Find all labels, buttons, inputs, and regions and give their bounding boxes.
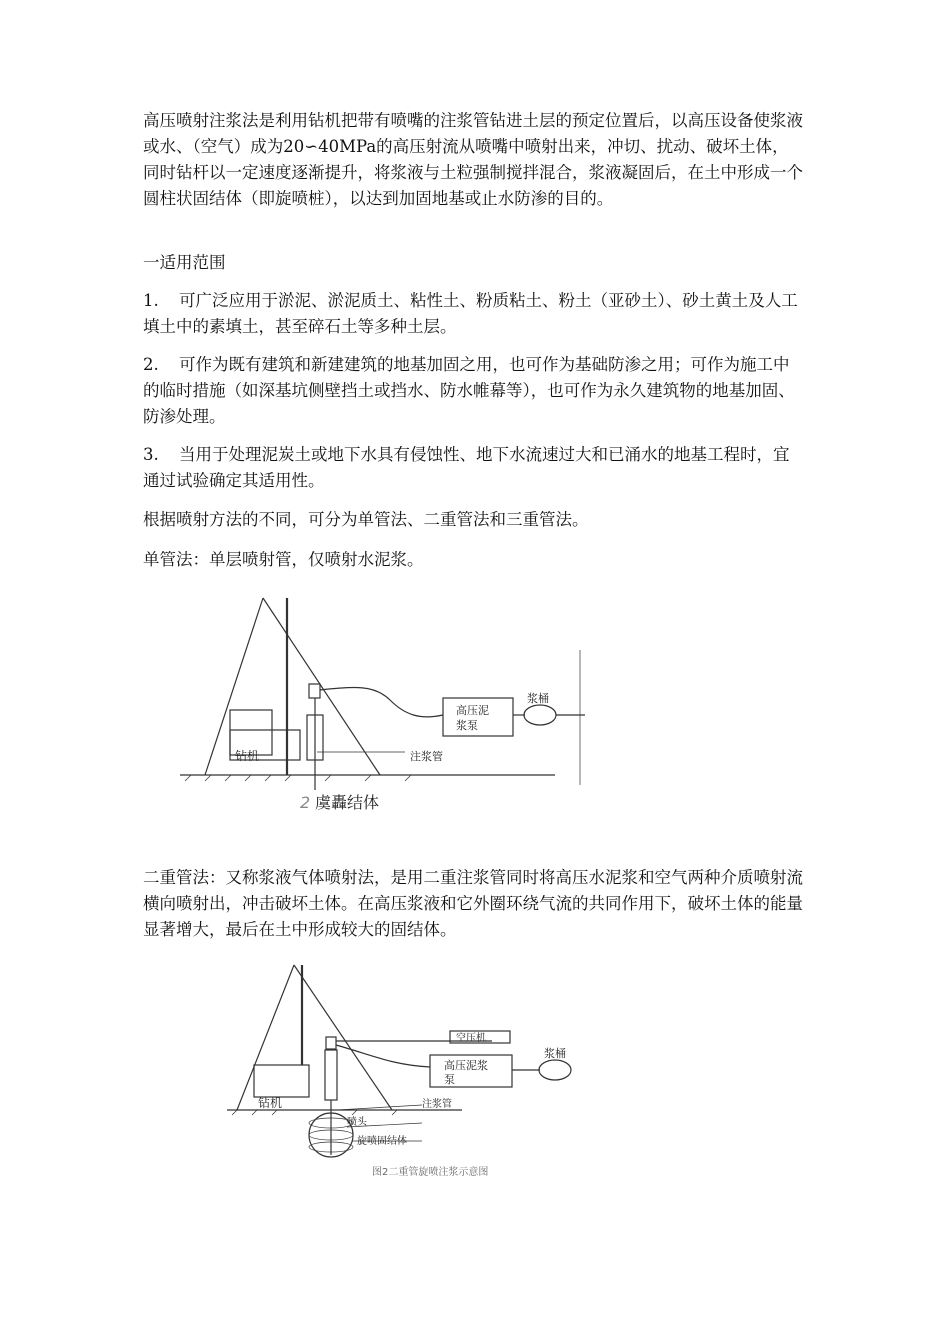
scope-item-2 <box>143 352 803 430</box>
frame-left-leg <box>237 965 294 1110</box>
pump-label-line2: 泵 <box>444 1073 455 1086</box>
double-pipe-paragraph: 二重管法：又称浆液气体喷射法，是用二重注浆管同时将高压水泥浆和空气两种介质喷射流横向喷射出，冲击破坏土体。在高压浆液和它外圈环绕气流的共同作用下，破坏土体的能量显著增大，最后在土中形成较大的固结体。 <box>143 868 803 939</box>
compressor-label: 空压机 <box>456 1033 486 1044</box>
item-text: 当用于处理泥炭土或地下水具有侵蚀性、地下水流速过大和已涌水的地基工程时，宜通过试验确定其适用性。 <box>143 445 790 490</box>
body-label: 旋喷固结体 <box>357 1136 407 1147</box>
pipe-label: 注浆管 <box>422 1099 452 1110</box>
nozzle-label: 喷头 <box>347 1117 367 1128</box>
frame-right-leg <box>263 598 380 775</box>
single-pipe-paragraph: 单管法：单层喷射管，仅喷射水泥浆。 <box>143 550 424 569</box>
figure1-caption: 虞轟结体 <box>315 793 380 812</box>
scope-item-1 <box>143 288 803 340</box>
bucket-ellipse <box>539 1060 571 1080</box>
scope-heading: 一适用范围 <box>143 253 226 272</box>
pump-label-line1: 高压泥 <box>456 704 489 717</box>
item-number: 3. <box>143 445 159 464</box>
pump-label-line1: 高压泥浆 <box>444 1059 488 1072</box>
item-number: 2. <box>143 355 159 374</box>
rod-sleeve <box>325 1050 337 1100</box>
caption-prefix: 2 <box>300 793 311 812</box>
bucket-label: 浆桶 <box>544 1047 566 1060</box>
item-number: 1. <box>143 291 159 310</box>
intro-paragraph: 高压喷射注浆法是利用钻机把带有喷嘴的注浆管钻进土层的预定位置后，以高压设备使浆液或水、（空气）成为20∽40MPa的高压射流从喷嘴中喷射出来，冲切、扰动、破坏土体，同时钻杆以一定速度逐渐提升，将浆液与土粒强制搅拌混合，浆液凝固后，在土中形成一个圆柱状固结体（即旋喷桩），以达到加固地基或止水防渗的目的。 <box>143 111 803 208</box>
rig-body <box>254 1065 309 1097</box>
single-pipe-diagram <box>175 590 675 825</box>
bucket-label: 浆桶 <box>527 692 549 705</box>
rig-label: 钻机 <box>258 1096 283 1110</box>
swivel-box <box>309 684 320 698</box>
bucket-ellipse <box>524 705 556 725</box>
item-text: 可作为既有建筑和新建建筑的地基加固之用，也可作为基础防渗之用；可作为施工中的临时措施（如深基坑侧壁挡土或挡水、防水帷幕等），也可作为永久建筑物的地基加固、防渗处理。 <box>143 355 795 426</box>
scope-item-3 <box>143 442 803 494</box>
figure2-caption: 图2二重管旋喷注浆示意图 <box>372 1167 489 1178</box>
pipe-label: 注浆管 <box>410 750 443 763</box>
methods-paragraph: 根据喷射方法的不同，可分为单管法、二重管法和三重管法。 <box>143 510 589 529</box>
rig-label: 钻机 <box>235 749 260 763</box>
item-text: 可广泛应用于淤泥、淤泥质土、粘性土、粉质粘土、粉土（亚砂土）、砂土黄土及人工填土中的素填土，甚至碎石土等多种土层。 <box>143 291 798 336</box>
pump-label-line2: 浆泵 <box>456 719 478 732</box>
double-pipe-diagram <box>222 955 602 1180</box>
swivel-box <box>326 1037 336 1049</box>
